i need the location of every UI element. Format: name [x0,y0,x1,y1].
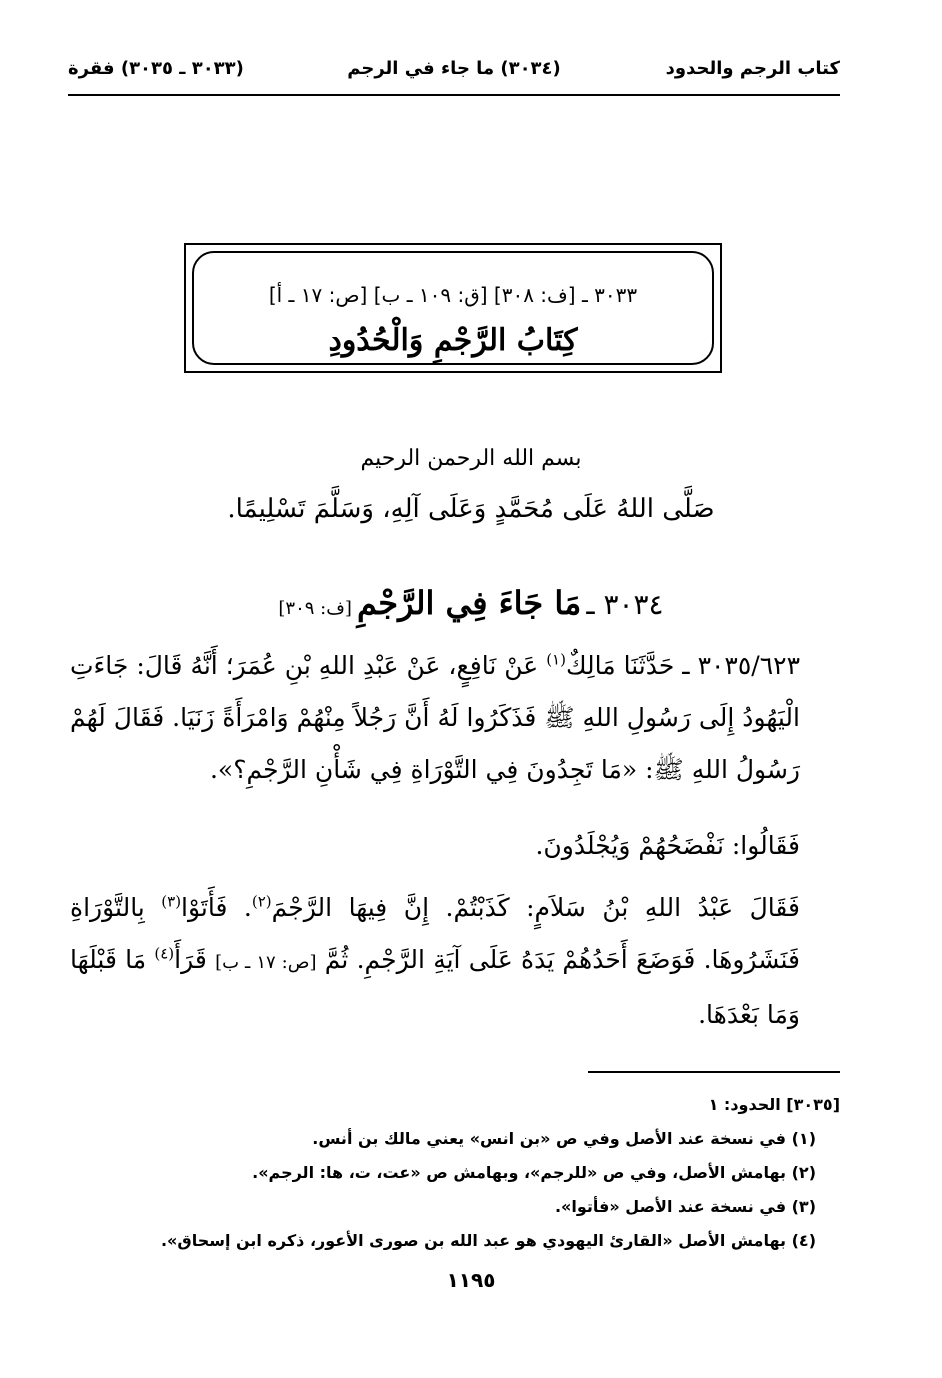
hadith-text: عَنْ نَافِعٍ، عَنْ عَبْدِ اللهِ بْنِ عُمَرَ؛ أَنَّهُ قَالَ: جَاءَتِ الْيَهُودُ إِلَى رَسُولِ اللهِ ﷺ فَذَكَرُوا لَهُ أَنَّ رَجُلاً مِنْهُمْ وَامْرَأَةً زَنَيَا. فَقَالَ لَهُمْ رَسُولُ اللهِ ﷺ: «مَا تَجِدُونَ فِي التَّوْرَاةِ فِي شَأْنِ الرَّجْمِ؟». [70,651,800,784]
header-paragraph-range: (٣٠٣٣ ـ ٣٠٣٥) فقرة [68,58,244,79]
footnote-item: (٣) في نسخة عند الأصل «فأتوا». [554,1197,816,1216]
header-book-title: كتاب الرجم والحدود [665,58,840,79]
page-reference: [ص: ١٧ ـ ب] [215,952,317,973]
chapter-title-frame [192,251,714,365]
section-reference: [ف: ٣٠٩] [278,598,352,619]
hadith-text: فَقَالُوا: نَفْضَحُهُمْ وَيُجْلَدُونَ. [535,831,800,860]
footnotes [70,1088,840,1258]
footnote-header: [٣٠٣٥] الحدود: ١ [708,1095,840,1114]
chapter-title: كِتَابُ الرَّجْمِ وَالْحُدُودِ [328,323,578,358]
basmala: بسم الله الرحمن الرحيم [360,446,582,471]
section-number: ٣٠٣٤ ـ [586,588,664,621]
hadith-text: . فَأَتَوْا [181,893,252,922]
page-number: ١١٩٥ [446,1268,496,1292]
footnote-marker: (٣) [161,892,182,911]
hadith-paragraph-3 [70,882,840,1041]
hadith-paragraph-1 [70,640,840,796]
footnote-item: (١) في نسخة عند الأصل وفي ص «بن انس» يعني مالك بن أنس. [312,1129,816,1148]
footnote-item: (٤) بهامش الأصل «القارئ اليهودي هو عبد الله بن صورى الأعور، ذكره ابن إسحاق». [160,1231,816,1250]
footnote-marker: (٤) [154,944,175,963]
hadith-text: مَا قَبْلَهَا وَمَا بَعْدَهَا. [70,945,800,1029]
header-chapter-title: (٣٠٣٤) ما جاء في الرجم [347,58,561,79]
chapter-title-box [184,243,722,373]
running-header [68,58,840,88]
hadith-text: قَرَأَ [174,945,216,974]
hadith-text: ٣٠٣٥/٦٢٣ ـ حَدَّثَنَا مَالِكٌ [565,651,800,680]
footnote-marker: (١) [546,650,566,669]
section-title: مَا جَاءَ فِي الرَّجْمِ [357,584,582,622]
footnote-marker: (٢) [251,892,272,911]
hadith-text: بِالتَّوْرَاةِ فَنَشَرُوهَا. فَوَضَعَ أَحَدُهُمْ يَدَهُ عَلَى آيَةِ الرَّجْمِ. ثُمَّ [70,893,800,974]
chapter-references: ٣٠٣٣ ـ [ف: ٣٠٨] [ق: ١٠٩ ـ ب] [ص: ١٧ ـ أ] [268,283,638,307]
footnote-item: (٢) بهامش الأصل، وفي ص «للرجم»، وبهامش ص «عت، ت، ها: الرجم». [252,1163,816,1182]
salat-line: صَلَّى اللهُ عَلَى مُحَمَّدٍ وَعَلَى آلِهِ، وَسَلَّمَ تَسْلِيمًا. [227,494,715,524]
section-heading [0,584,942,622]
hadith-paragraph-2 [70,820,840,872]
hadith-text: فَقَالَ عَبْدُ اللهِ بْنُ سَلاَمٍ: كَذَبْتُمْ. إِنَّ فِيهَا الرَّجْمَ [271,893,801,922]
header-rule [68,94,840,96]
footnote-rule [588,1071,840,1073]
